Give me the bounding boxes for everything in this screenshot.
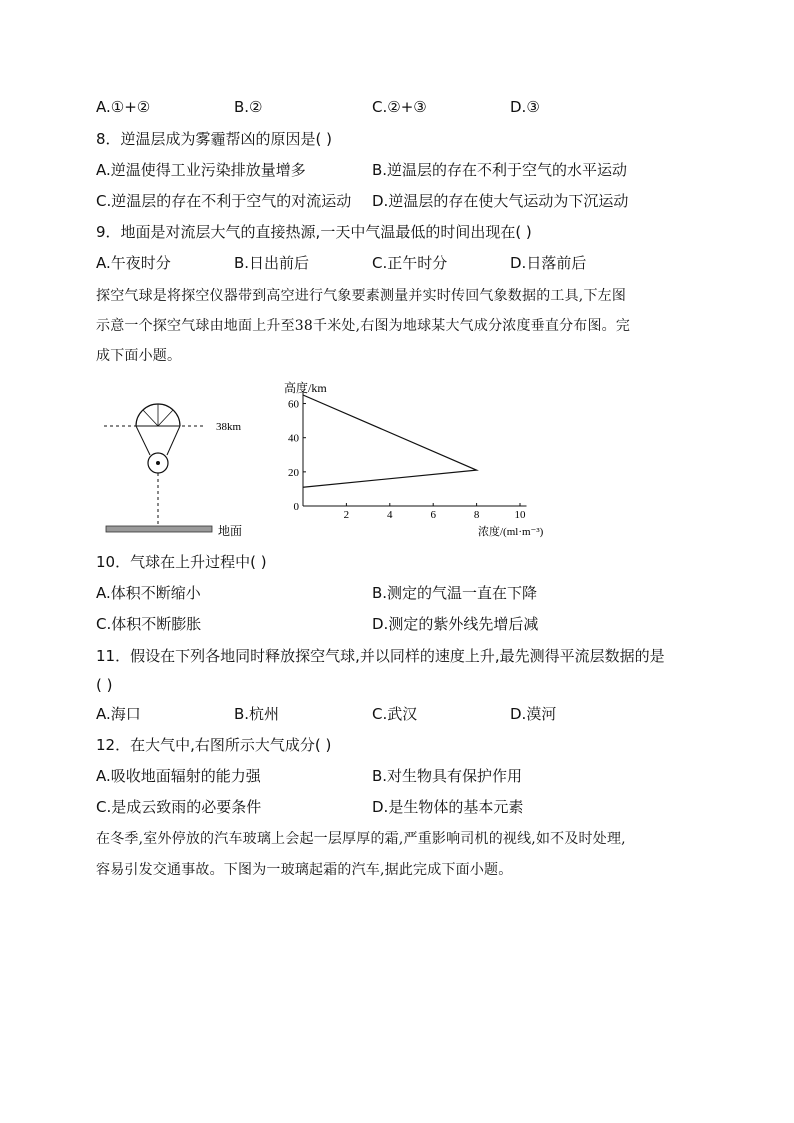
q12-stem: 12．在大气中,右图所示大气成分( )	[96, 736, 332, 754]
chart-ylabel: 高度/km	[284, 381, 327, 395]
concentration-chart	[270, 375, 570, 545]
q8-option-c: C.逆温层的存在不利于空气的对流运动	[96, 192, 352, 210]
q8-stem: 8．逆温层成为雾霾帮凶的原因是( )	[96, 130, 333, 148]
q8-option-a: A.逆温使得工业污染排放量增多	[96, 161, 306, 179]
x-tick-label: 10	[514, 509, 526, 521]
q9-option-b: B.日出前后	[234, 254, 310, 272]
intro2-line-2: 容易引发交通事故。下图为一玻璃起霜的汽车,据此完成下面小题。	[96, 862, 513, 878]
y-tick-label: 0	[293, 501, 299, 513]
q8-option-d: D.逆温层的存在使大气运动为下沉运动	[372, 192, 629, 210]
x-tick-label: 6	[430, 509, 436, 521]
intro2-line-1: 在冬季,室外停放的汽车玻璃上会起一层厚厚的霜,严重影响司机的视线,如不及时处理,	[96, 831, 626, 847]
q8-option-b: B.逆温层的存在不利于空气的水平运动	[372, 161, 628, 179]
y-tick-label: 40	[288, 432, 299, 445]
q12-option-a: A.吸收地面辐射的能力强	[96, 767, 261, 785]
concentration-series-line	[303, 395, 477, 487]
q11-paren: ( )	[96, 676, 113, 694]
q11-option-b: B.杭州	[234, 705, 280, 723]
q9-option-d: D.日落前后	[510, 254, 587, 272]
q7-option-a: A.①+②	[96, 98, 151, 116]
q9-option-c: C.正午时分	[372, 254, 448, 272]
q11-option-d: D.漠河	[510, 705, 557, 723]
chart-xlabel: 浓度/(ml·m⁻³)	[478, 526, 544, 538]
q12-option-b: B.对生物具有保护作用	[372, 767, 523, 785]
balloon-diagram	[96, 395, 266, 545]
x-tick-label: 8	[473, 509, 480, 521]
y-tick-label: 60	[288, 398, 299, 411]
q10-option-b: B.测定的气温一直在下降	[372, 584, 538, 602]
ground-bar	[106, 526, 212, 532]
q7-option-d: D.③	[510, 98, 540, 116]
q10-option-c: C.体积不断膨胀	[96, 615, 202, 633]
q11-option-a: A.海口	[96, 705, 141, 723]
q10-option-d: D.测定的紫外线先增后减	[372, 615, 539, 633]
y-tick-label: 20	[288, 466, 299, 479]
x-tick-label: 2	[343, 509, 350, 521]
intro1-line-2: 示意一个探空气球由地面上升至38千米处,右图为地球某大气成分浓度垂直分布图。完	[96, 318, 631, 334]
q11-option-c: C.武汉	[372, 705, 418, 723]
q9-option-a: A.午夜时分	[96, 254, 171, 272]
q7-option-c: C.②+③	[372, 98, 427, 116]
q11-stem: 11．假设在下列各地同时释放探空气球,并以同样的速度上升,最先测得平流层数据的是	[96, 647, 665, 665]
q7-option-b: B.②	[234, 98, 263, 116]
q9-stem: 9．地面是对流层大气的直接热源,一天中气温最低的时间出现在( )	[96, 223, 532, 241]
q10-option-a: A.体积不断缩小	[96, 584, 201, 602]
intro1-line-1: 探空气球是将探空仪器带到高空进行气象要素测量并实时传回气象数据的工具,下左图	[96, 288, 627, 304]
q12-option-c: C.是成云致雨的必要条件	[96, 798, 262, 816]
x-tick-label: 4	[387, 509, 393, 521]
intro1-line-3: 成下面小题。	[96, 348, 182, 364]
height-label: 38km	[216, 421, 242, 433]
q10-stem: 10．气球在上升过程中( )	[96, 553, 267, 571]
q12-option-d: D.是生物体的基本元素	[372, 798, 524, 816]
ground-label: 地面	[218, 524, 243, 538]
